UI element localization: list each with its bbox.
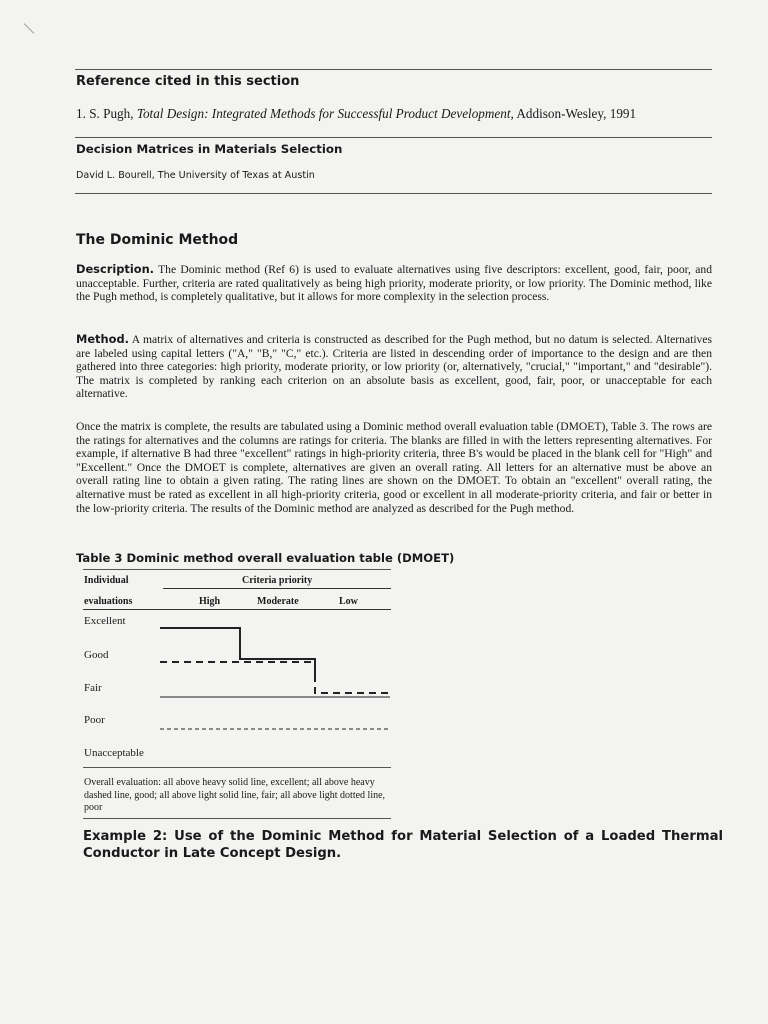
poor-dotted-line [160,727,392,731]
article-title: Decision Matrices in Materials Selection [76,142,343,156]
description-text: The Dominic method (Ref 6) is used to evaluate alternatives using five descriptors: excellent, good, fair, poor, and unacceptable. Further, criteria are rated qualitatively as being high priority, moderate priority, or low priority. The Dominic method, like the Pugh method, is completely qualitative, but it allows for more complexity in the selection process. [76,263,712,304]
article-rule [75,193,712,194]
heavy-solid-line [160,628,315,676]
reference-publisher: Addison-Wesley, 1991 [513,106,637,121]
table-top-rule [83,569,391,570]
criteria-rule [163,588,391,589]
reference-book-title: Total Design: Integrated Methods for Successful Product Development, [136,106,514,121]
section-title: The Dominic Method [76,232,239,248]
article-author: David L. Bourell, The University of Texas at Austin [76,170,315,181]
top-rule [75,69,712,70]
description-paragraph [76,263,712,304]
row-unacceptable: Unacceptable [84,747,144,759]
reference-author: 1. S. Pugh, [76,106,137,121]
method-label: Method. [76,332,129,346]
table-bottom-rule [83,767,391,768]
reference-rule [75,137,712,138]
row-poor: Poor [84,714,105,726]
col-low: Low [339,596,358,607]
col-header-evaluations: evaluations [84,596,133,607]
method-text: A matrix of alternatives and criteria is constructed as described for the Pugh method, but no datum is selected. Alternatives are labeled using capital letters ("A," "B," "C," etc.). Criteria are listed in descending order of importance to the design and are then gathered into three categories: high priority, moderate priority, or low priority (or, alternatively, "crucial," "important," and "desirable"). The matrix is completed by ranking each criterion on an absolute basis as excellent, good, fair, poor, or unacceptable for each alternative. [76,333,712,401]
table-caption: Table 3 Dominic method overall evaluation table (DMOET) [76,551,455,565]
col-high: High [199,596,221,607]
reference-citation [76,106,636,122]
scan-mark [24,23,35,34]
table-footnote: Overall evaluation: all above heavy solid line, excellent; all above heavy dashed line, good; all above light solid line, fair; all above light dotted line, poor [84,777,386,814]
row-fair: Fair [84,682,102,694]
heavy-dashed-line [160,662,390,693]
description-label: Description. [76,262,154,276]
footnote-rule [83,818,391,819]
reference-heading: Reference cited in this section [76,74,300,89]
row-good: Good [84,649,109,661]
col-moderate: Moderate [257,596,299,607]
col-header-individual: Individual [84,575,129,586]
method-paragraph [76,333,712,401]
dmoet-paragraph: Once the matrix is complete, the results are tabulated using a Dominic method overall evaluation table (DMOET), Table 3. The rows are the ratings for alternatives and the columns are ratings for criteria. The blanks are filled in with the letters representing alternatives. For example, if alternative B had three "excellent" ratings in high-priority criteria, three B's would be placed in the blank cell for "High" and "Excellent." Once the DMOET is complete, alternatives are given an overall rating. All letters for an alternative must be above an overall rating line to obtain a given rating. The rating lines are shown on the DMOET. To obtain an "excellent" overall rating, the alternative must be rated as excellent in all high-priority criteria, good or excellent in all moderate-priority criteria, and fair or better in the low-priority criteria. The results of the Dominic method are analyzed as described for the Pugh method. [76,420,712,515]
header-bottom-rule [83,609,391,610]
criteria-priority-header: Criteria priority [242,575,313,586]
rating-lines [150,620,400,720]
example-title: Example 2: Use of the Dominic Method for Material Selection of a Loaded Thermal Conductor in Late Concept Design. [83,829,723,861]
row-excellent: Excellent [84,615,126,627]
